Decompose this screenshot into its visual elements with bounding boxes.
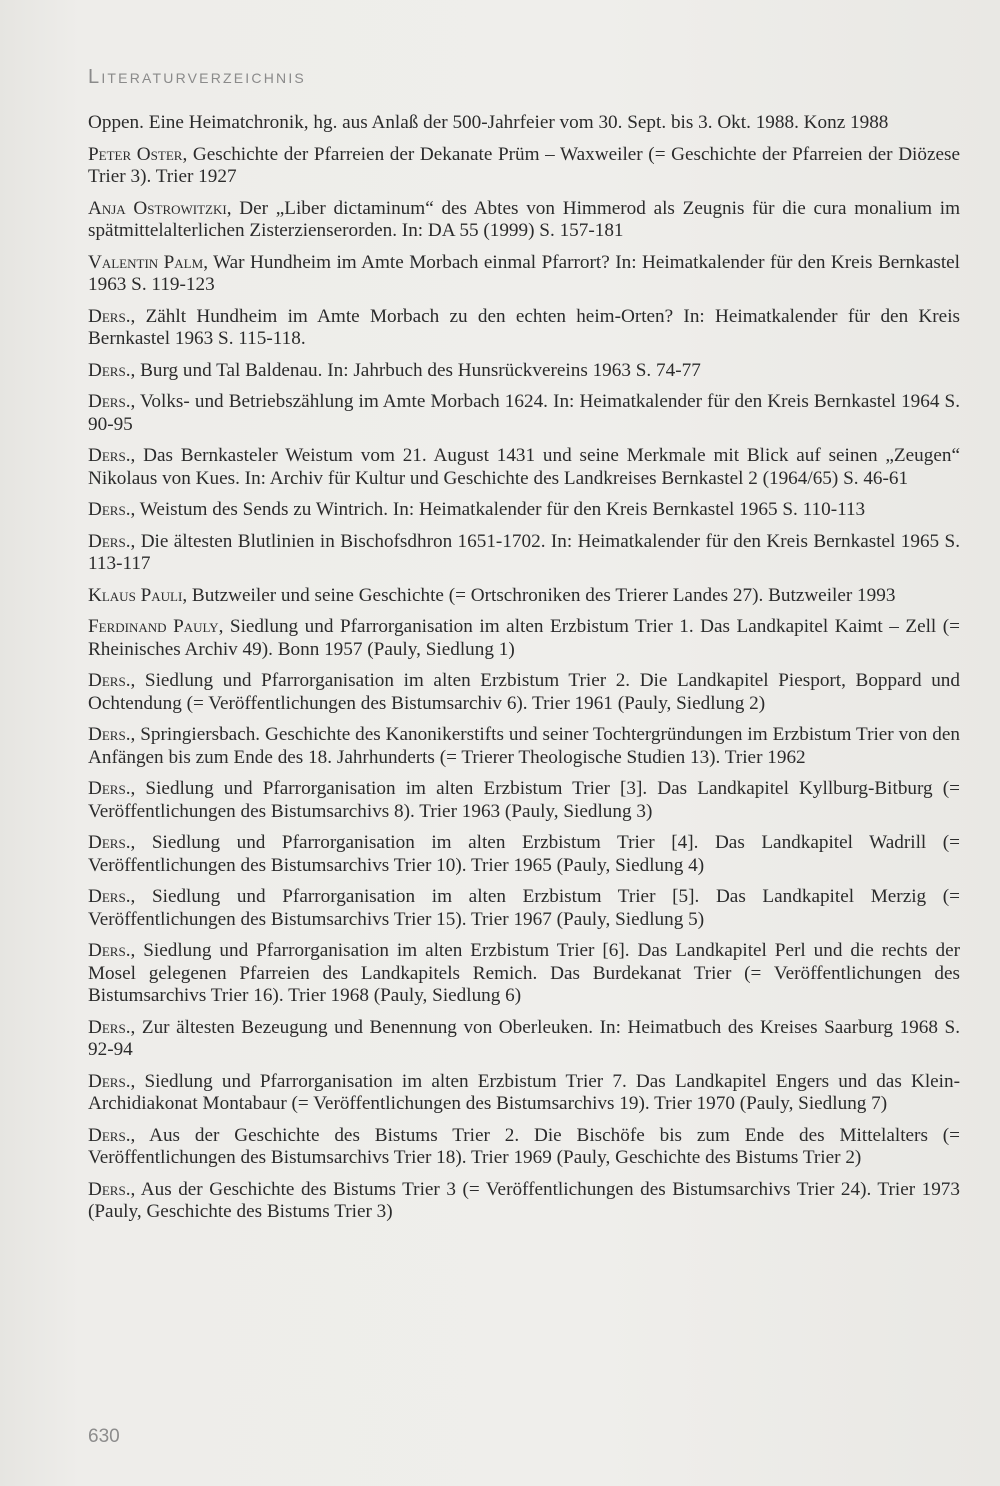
bibliography-entry	[88, 1179, 960, 1224]
entry-author: Ders.	[88, 1016, 131, 1038]
entry-text: , Aus der Geschichte des Bistums Trier 2. Die Bischöfe bis zum Ende des Mittelalters (= Veröffentlichungen des Bistumsarchivs Trier 18). Trier 1969 (Pauly, Geschichte des Bistums Trier 2)	[88, 1124, 960, 1168]
bibliography-entry	[88, 585, 960, 608]
bibliography-entry	[88, 112, 960, 135]
entry-text: , Siedlung und Pfarrorganisation im alten Erzbistum Trier [3]. Das Landkapitel Kyllburg-Bitburg (= Veröffentlichungen des Bistumsarchivs 8). Trier 1963 (Pauly, Siedlung 3)	[88, 778, 960, 822]
entry-text: Oppen. Eine Heimatchronik, hg. aus Anlaß der 500-Jahrfeier vom 30. Sept. bis 3. Okt. 1988. Konz 1988	[88, 112, 889, 133]
entry-author: Ders.	[88, 1178, 131, 1200]
bibliography-entry	[88, 886, 960, 931]
entry-text: , Geschichte der Pfarreien der Dekanate Prüm – Waxweiler (= Geschichte der Pfarreien der Diözese Trier 3). Trier 1927	[88, 143, 960, 187]
entry-text: , Siedlung und Pfarrorganisation im alten Erzbistum Trier [4]. Das Landkapitel Wadrill (= Veröffentlichungen des Bistumsarchivs Trier 10). Trier 1965 (Pauly, Siedlung 4)	[88, 832, 960, 876]
entry-text: , Aus der Geschichte des Bistums Trier 3 (= Veröffentlichungen des Bistumsarchivs Trier 24). Trier 1973 (Pauly, Geschichte des Bistums Trier 3)	[88, 1178, 960, 1222]
entry-author: Ders.	[88, 391, 131, 412]
entry-text: , Siedlung und Pfarrorganisation im alten Erzbistum Trier 1. Das Landkapitel Kaimt – Zell (= Rheinisches Archiv 49). Bonn 1957 (Pauly, Siedlung 1)	[88, 616, 961, 660]
bibliography-entry	[88, 198, 960, 243]
bibliography-list	[88, 112, 960, 1233]
entry-text: , Siedlung und Pfarrorganisation im alten Erzbistum Trier 7. Das Landkapitel Engers und das Klein-Archidiakonat Montabaur (= Veröffentlichungen des Bistumsarchivs 19). Trier 1970 (Pauly, Siedlung 7)	[88, 1070, 960, 1114]
bibliography-entry	[88, 1125, 960, 1170]
entry-author: Ders.	[88, 359, 131, 381]
entry-author: Ders.	[88, 778, 131, 799]
entry-text: , Siedlung und Pfarrorganisation im alten Erzbistum Trier [5]. Das Landkapitel Merzig (= Veröffentlichungen des Bistumsarchivs Trier 15). Trier 1967 (Pauly, Siedlung 5)	[88, 886, 960, 930]
entry-text: , Springiersbach. Geschichte des Kanonikerstifts und seiner Tochtergründungen im Erzbistum Trier von den Anfängen bis zum Ende des 18. Jahrhunderts (= Trierer Theologische Studien 13). Trier 1962	[88, 724, 960, 768]
entry-text: , Burg und Tal Baldenau. In: Jahrbuch des Hunsrückvereins 1963 S. 74-77	[130, 359, 701, 381]
entry-text: , Siedlung und Pfarrorganisation im alten Erzbistum Trier 2. Die Landkapitel Piesport, Boppard und Ochtendung (= Veröffentlichungen des Bistumsarchiv 6). Trier 1961 (Pauly, Siedlung 2)	[88, 670, 960, 714]
entry-author: Ders.	[88, 530, 131, 552]
entry-author: Ders.	[88, 886, 131, 907]
bibliography-entry	[88, 832, 960, 877]
entry-text: , Zur ältesten Bezeugung und Benennung von Oberleuken. In: Heimatbuch des Kreises Saarburg 1968 S. 92-94	[88, 1016, 960, 1060]
bibliography-entry	[88, 940, 960, 1008]
entry-author: Ders.	[88, 499, 131, 520]
entry-author: Peter Oster	[88, 143, 183, 165]
entry-text: , Butzweiler und seine Geschichte (= Ortschroniken des Trierer Landes 27). Butzweiler 1993	[182, 584, 896, 606]
entry-text: , Die ältesten Blutlinien in Bischofsdhron 1651-1702. In: Heimatkalender für den Kreis Bernkastel 1965 S. 113-117	[88, 530, 960, 574]
bibliography-entry	[88, 670, 960, 715]
bibliography-entry	[88, 724, 960, 769]
entry-author: Ders.	[88, 305, 131, 327]
bibliography-entry	[88, 1071, 960, 1116]
bibliography-entry	[88, 391, 960, 436]
entry-text: , Volks- und Betriebszählung im Amte Morbach 1624. In: Heimatkalender für den Kreis Bernkastel 1964 S. 90-95	[88, 391, 960, 435]
bibliography-entry	[88, 1017, 960, 1062]
entry-author: Ders.	[88, 1124, 131, 1146]
entry-author: Klaus Pauli	[88, 584, 183, 606]
entry-author: Ferdinand Pauly	[88, 616, 219, 637]
bibliography-entry	[88, 144, 960, 189]
entry-text: , Zählt Hundheim im Amte Morbach zu den echten heim-Orten? In: Heimatkalender für den Kreis Bernkastel 1963 S. 115-118.	[88, 305, 960, 349]
entry-author: Ders.	[88, 724, 131, 745]
page-number: 630	[88, 1426, 120, 1447]
entry-author: Ders.	[88, 670, 131, 691]
bibliography-entry	[88, 445, 960, 490]
entry-author: Ders.	[88, 1070, 131, 1092]
entry-author: Ders.	[88, 940, 131, 961]
entry-text: , Weistum des Sends zu Wintrich. In: Heimatkalender für den Kreis Bernkastel 1965 S. 110-113	[130, 499, 866, 520]
running-header: Literaturverzeichnis	[88, 66, 306, 88]
bibliography-entry	[88, 252, 960, 297]
entry-text: , Siedlung und Pfarrorganisation im alten Erzbistum Trier [6]. Das Landkapitel Perl und die rechts der Mosel gelegenen Pfarreien des Landkapitels Remich. Das Burdekanat Trier (= Veröffentlichungen des Bistumsarchivs Trier 16). Trier 1968 (Pauly, Siedlung 6)	[88, 940, 960, 1006]
entry-author: Anja Ostrowitzki	[88, 197, 227, 219]
entry-author: Valentin Palm	[88, 251, 204, 273]
bibliography-entry	[88, 306, 960, 351]
entry-text: , Das Bernkasteler Weistum vom 21. August 1431 und seine Merkmale mit Blick auf seinen „Zeugen“ Nikolaus von Kues. In: Archiv für Kultur und Geschichte des Landkreises Bernkastel 2 (1964/65) S. 46-61	[88, 445, 960, 489]
entry-author: Ders.	[88, 832, 131, 853]
bibliography-entry	[88, 778, 960, 823]
entry-text: , Der „Liber dictaminum“ des Abtes von Himmerod als Zeugnis für die cura monalium im spätmittelalterlichen Zisterzienserorden. In: DA 55 (1999) S. 157-181	[88, 197, 960, 241]
bibliography-entry	[88, 360, 960, 383]
entry-author: Ders.	[88, 445, 131, 466]
bibliography-entry	[88, 499, 960, 522]
entry-text: , War Hundheim im Amte Morbach einmal Pfarrort? In: Heimatkalender für den Kreis Bernkastel 1963 S. 119-123	[88, 251, 961, 295]
bibliography-entry	[88, 531, 960, 576]
bibliography-entry	[88, 616, 960, 661]
